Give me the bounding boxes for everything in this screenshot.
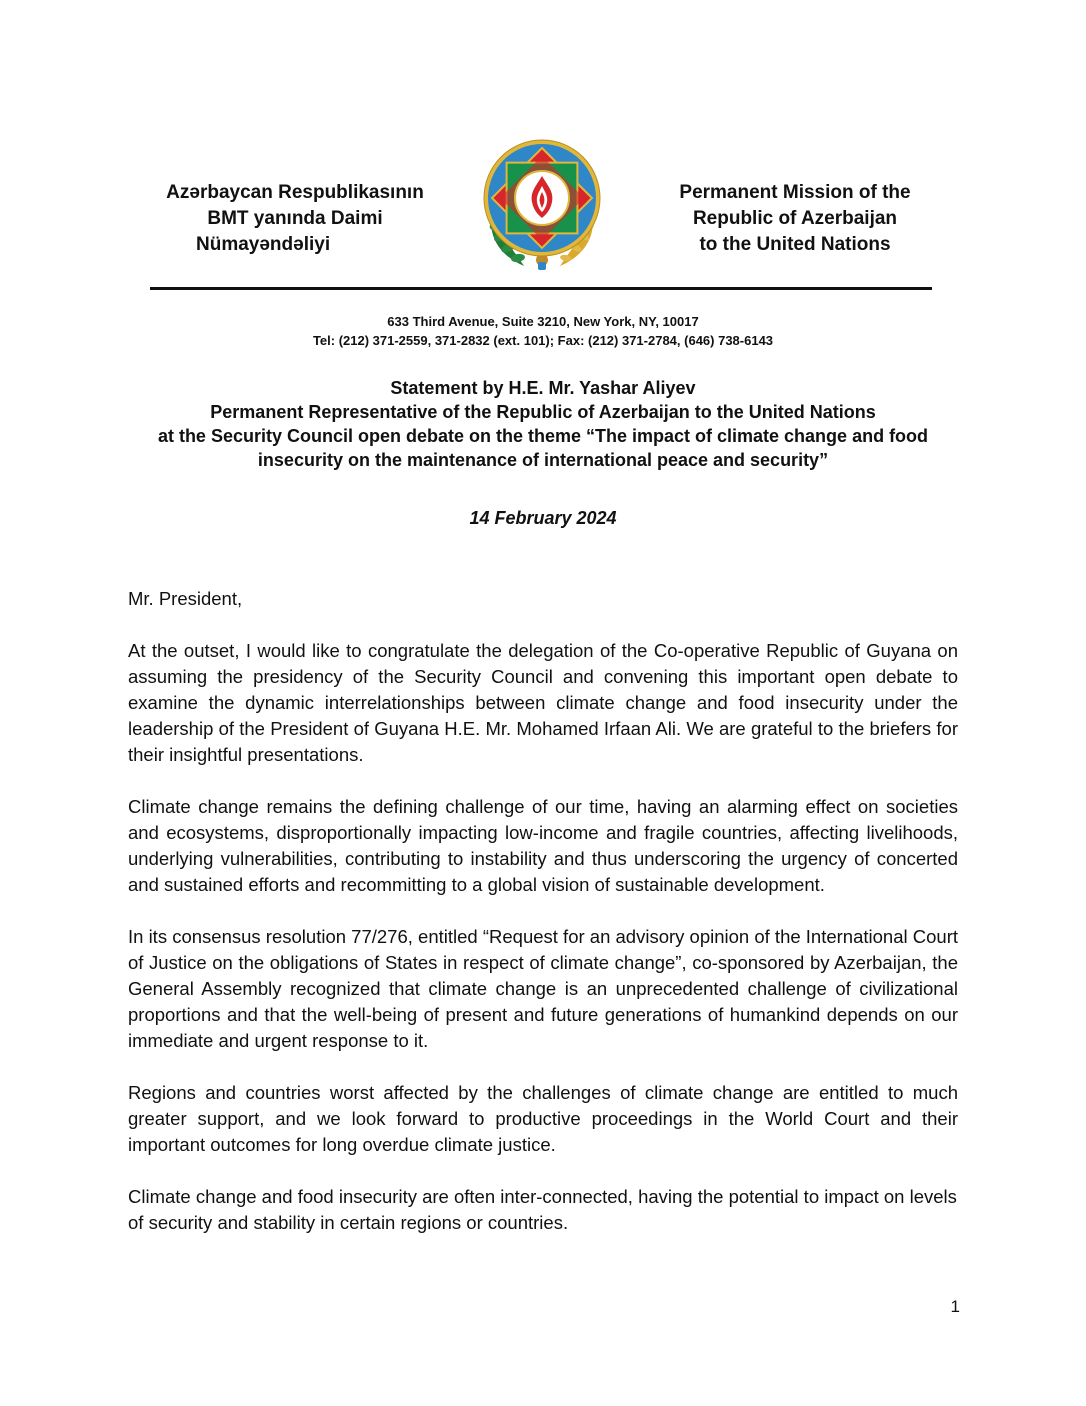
statement-body: [128, 586, 958, 1262]
body-paragraph-1: At the outset, I would like to congratulate the delegation of the Co-operative Republic of Guyana on assuming the presidency of the Security Council and convening this important open debate to examine the dynamic interrelationships between climate change and food insecurity under the leadership of the President of Guyana H.E. Mr. Mohamed Irfaan Ali. We are grateful to the briefers for their insightful presentations.: [128, 640, 958, 765]
body-paragraph-5: Climate change and food insecurity are often inter-connected, having the potential to impact on levels of security and stability in certain regions or countries.: [128, 1186, 957, 1233]
page-number: 1: [950, 1297, 960, 1316]
letterhead-right-line-1: Permanent Mission of the: [679, 182, 911, 203]
letterhead-left-line-2: BMT yanında Daimi: [207, 208, 383, 229]
letterhead-right-line-2: Republic of Azerbaijan: [692, 208, 898, 229]
letterhead-right-line-3: to the United Nations: [699, 234, 891, 255]
address-line: 633 Third Avenue, Suite 3210, New York, NY, 10017: [387, 314, 699, 329]
title-line-3: at the Security Council open debate on the theme “The impact of climate change and food: [157, 426, 929, 446]
title-line-2: Permanent Representative of the Republic of Azerbaijan to the United Nations: [210, 402, 876, 422]
body-paragraph-3: In its consensus resolution 77/276, entitled “Request for an advisory opinion of the International Court of Justice on the obligations of States in respect of climate change”, co-sponsored by Azerbaijan, the General Assembly recognized that climate change is an unprecedented challenge of civilizational proportions and that the well-being of present and future generations of humankind depends on our immediate and urgent response to it.: [128, 926, 958, 1051]
statement-date: 14 February 2024: [469, 508, 617, 528]
letterhead-left-line-3: Nümayəndəliyi: [196, 234, 331, 255]
title-line-4: insecurity on the maintenance of international peace and security”: [257, 450, 829, 470]
body-paragraph-4: Regions and countries worst affected by the challenges of climate change are entitled to much greater support, and we look forward to productive proceedings in the World Court and their important outcomes for long overdue climate justice.: [128, 1082, 958, 1155]
statement-title: [110, 376, 976, 472]
title-line-1: Statement by H.E. Mr. Yashar Aliyev: [390, 378, 696, 398]
contact-line: Tel: (212) 371-2559, 371-2832 (ext. 101); Fax: (212) 371-2784, (646) 738-6143: [312, 333, 774, 348]
letterhead-azerbaijani: [150, 180, 440, 258]
letterhead-english: [650, 180, 940, 258]
salutation: Mr. President,: [128, 588, 243, 609]
letterhead-divider: [150, 287, 932, 290]
letterhead-left-line-1: Azərbaycan Respublikasının: [166, 182, 424, 203]
mission-address: [150, 312, 936, 350]
azerbaijan-state-emblem-icon: [478, 132, 606, 272]
body-paragraph-2: Climate change remains the defining challenge of our time, having an alarming effect on societies and ecosystems, disproportionally impacting low-income and fragile countries, affecting livelihoods, underlying vulnerabilities, contributing to instability and thus underscoring the urgency of concerted and sustained efforts and recommitting to a global vision of sustainable development.: [128, 796, 958, 895]
